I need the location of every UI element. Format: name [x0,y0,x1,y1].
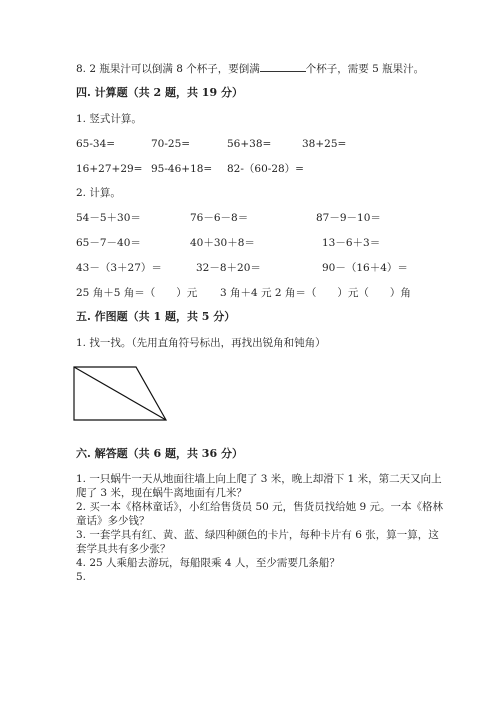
calc-item: 40＋30＋8＝ [190,237,255,249]
problem-1-line-1: 1. 一只蜗牛一天从地面往墙上向上爬了 3 米，晚上却滑下 1 米，第二天又向上 [76,473,442,485]
calc-item: 13－6＋3＝ [322,237,381,249]
problem-5: 5. [76,571,87,583]
section-6-title: 六. 解答题（共 6 题，共 36 分） [76,447,243,460]
calc-item: 87－9－10＝ [316,212,381,224]
section-4-prompt-1: 1. 竖式计算。 [76,113,142,125]
calc-item: 16+27+29= [76,163,143,175]
problem-2-line-1: 2. 买一本《格林童话》，小红给售货员 50 元，售货员找给她 9 元。一本《格林 [76,501,443,513]
calc-item: 82-（60-28）= [227,163,304,175]
problem-2-line-2: 童话》多少钱？ [76,515,150,527]
problem-4: 4. 25 人乘船去游玩，每船限乘 4 人，至少需要几条船？ [76,557,340,569]
quadrilateral-figure [70,362,170,424]
calc-item: 38+25= [302,138,347,150]
section-5-prompt: 1. 找一找。（先用直角符号标出，再找出锐角和钝角） [76,337,326,349]
problem-1-line-2: 爬了 3 米，现在蜗牛离地面有几米？ [76,487,247,499]
calc-item: 32－8＋20＝ [196,262,261,274]
calc-item: 76－6－8＝ [190,212,249,224]
calc-item: 90－（16＋4）＝ [322,262,408,274]
calc-item: 43－（3＋27）＝ [76,262,162,274]
calc-item: 54－5＋30＝ [76,212,141,224]
question-8 [76,61,424,76]
calc-item: 70-25= [151,138,191,150]
calc-item: 3 角＋4 元 2 角＝（ ）元（ ）角 [220,287,411,299]
question-8-suffix: 个杯子，需要 5 瓶果汁。 [305,63,425,75]
problem-3-line-2: 套学具共有多少张？ [76,543,171,555]
calc-item: 65-34= [76,138,116,150]
figure-diagonal [74,367,166,420]
calc-item: 65－7－40＝ [76,237,141,249]
section-4-prompt-2: 2. 计算。 [76,187,121,199]
calc-item: 25 角＋5 角＝（ ）元 [76,287,198,299]
answer-blank[interactable] [260,61,306,72]
calc-item: 56+38= [227,138,272,150]
question-8-prefix: 8. 2 瓶果汁可以倒满 8 个杯子，要倒满 [76,63,260,75]
calc-item: 95-46+18= [151,163,213,175]
section-5-title: 五. 作图题（共 1 题，共 5 分） [76,310,236,323]
section-4-title: 四. 计算题（共 2 题，共 19 分） [76,86,243,99]
problem-3-line-1: 3. 一套学具有红、黄、蓝、绿四种颜色的卡片，每种卡片有 6 张，算一算，这 [76,529,439,541]
